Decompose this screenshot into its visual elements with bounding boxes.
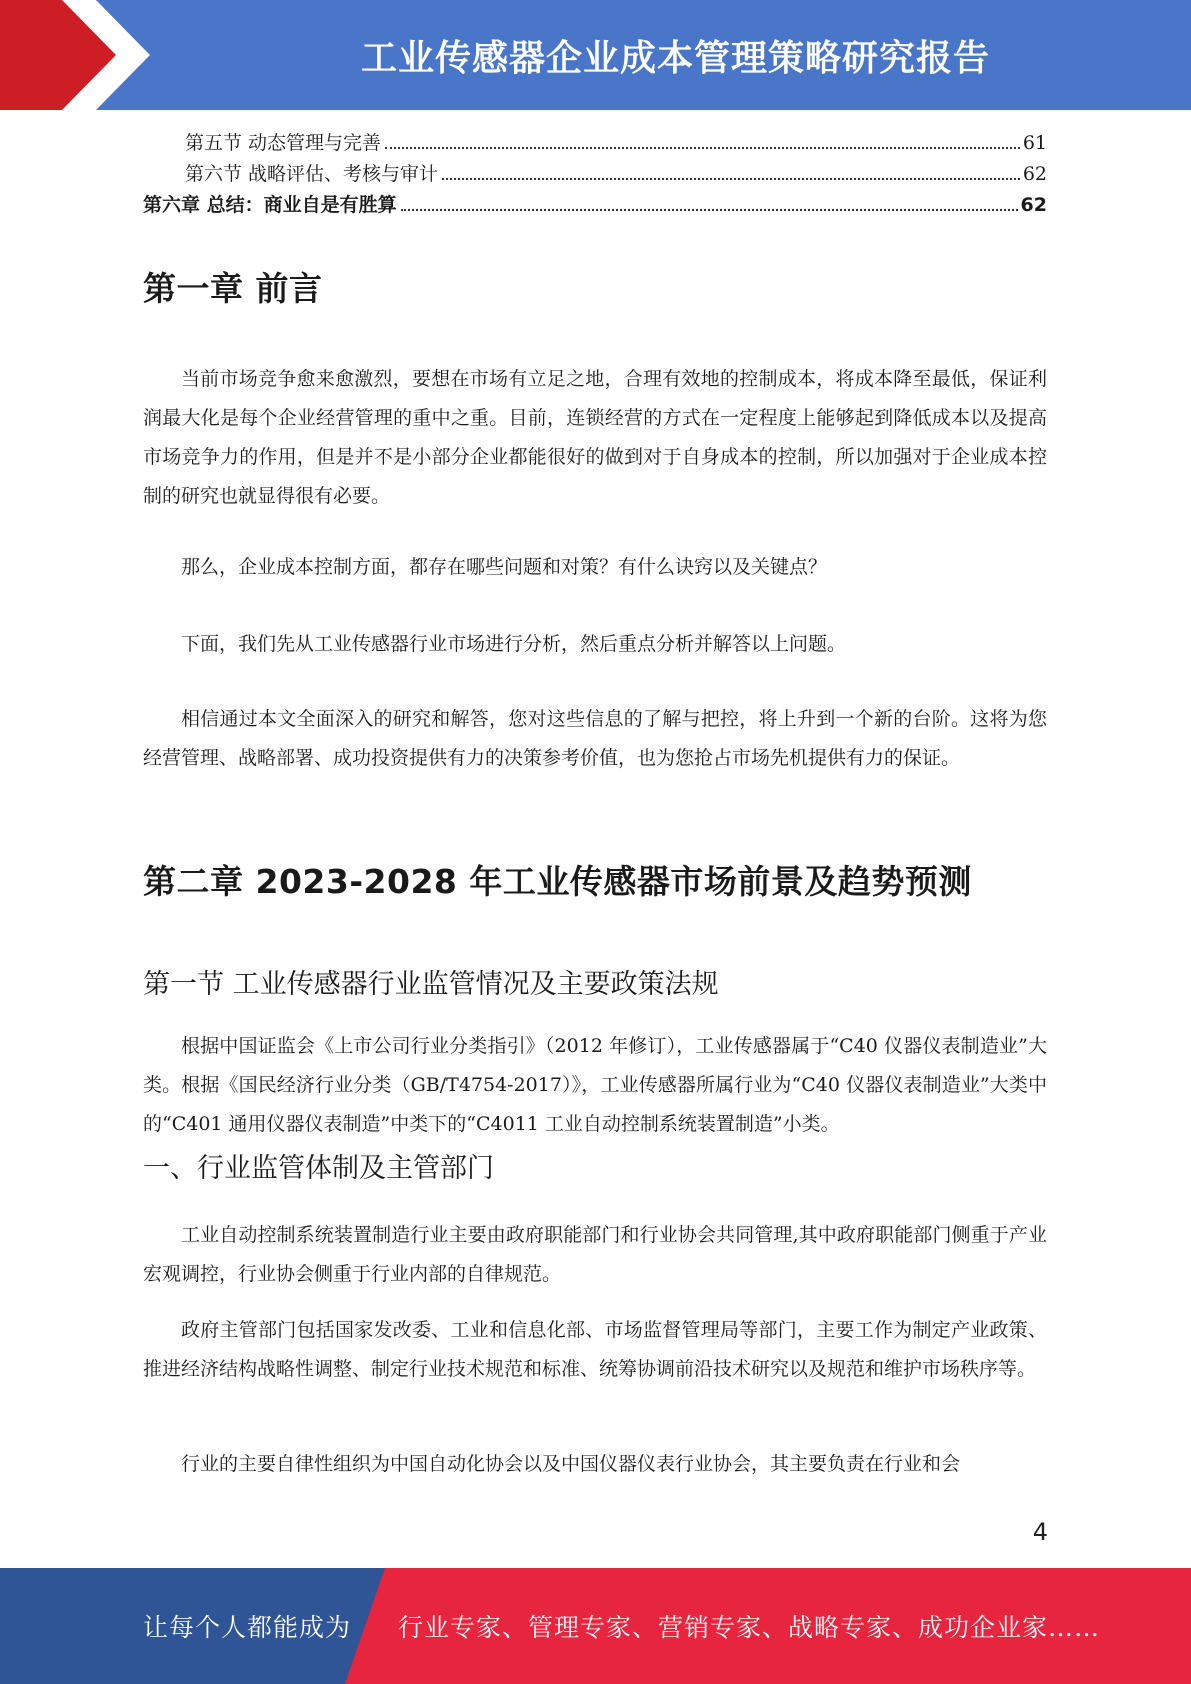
page-number: 4	[1032, 1518, 1048, 1546]
toc-entry[interactable]	[143, 128, 1047, 159]
toc-entry-chapter[interactable]	[143, 190, 1047, 221]
chapter-heading: 第一章 前言	[143, 269, 323, 308]
paragraph: 工业自动控制系统装置制造行业主要由政府职能部门和行业协会共同管理,其中政府职能部门侧重于产业宏观调控，行业协会侧重于行业内部的自律规范。	[143, 1224, 1047, 1285]
paragraph: 下面，我们先从工业传感器行业市场进行分析，然后重点分析并解答以上问题。	[181, 633, 847, 655]
paragraph: 相信通过本文全面深入的研究和解答，您对这些信息的了解与把控，将上升到一个新的台阶。这将为您经营管理、战略部署、成功投资提供有力的决策参考价值，也为您抢占市场先机提供有力的保证。	[143, 708, 1047, 769]
toc-entry[interactable]	[143, 159, 1047, 190]
toc-entry-page: 61	[1022, 132, 1047, 154]
report-title: 工业传感器企业成本管理策略研究报告	[360, 37, 990, 79]
toc-dot-leader	[385, 147, 1020, 149]
footer-slogan-right: 行业专家、管理专家、营销专家、战略专家、成功企业家……	[398, 1613, 1101, 1642]
paragraph: 根据中国证监会《上市公司行业分类指引》（2012 年修订），工业传感器属于“C40 仪器仪表制造业”大类。根据《国民经济行业分类（GB/T4754-2017）》，工业传感器所属行业为“C40 仪器仪表制造业”大类中的“C401 通用仪器仪表制造”中类下的“C4011 工业自动控制系统装置制造”小类。	[143, 1035, 1047, 1135]
footer-slogan-left: 让每个人都能成为	[143, 1613, 352, 1642]
toc-entry-label: 第六节 战略评估、考核与审计	[185, 163, 439, 185]
toc-entry-page: 62	[1022, 163, 1047, 185]
toc-entry-label: 第六章 总结：商业自是有胜算	[143, 194, 397, 216]
chapter-heading: 第二章 2023-2028 年工业传感器市场前景及趋势预测	[143, 862, 972, 901]
subsection-heading: 一、行业监管体制及主管部门	[143, 1153, 494, 1184]
paragraph: 政府主管部门包括国家发改委、工业和信息化部、市场监督管理局等部门，主要工作为制定产业政策、推进经济结构战略性调整、制定行业技术规范和标准、统筹协调前沿技术研究以及规范和维护市场秩序等。	[143, 1319, 1047, 1380]
page-header	[0, 0, 1191, 110]
toc-dot-leader	[401, 209, 1018, 211]
section-heading: 第一节 工业传感器行业监管情况及主要政策法规	[143, 969, 719, 1000]
paragraph: 行业的主要自律性组织为中国自动化协会以及中国仪器仪表行业协会，其主要负责在行业和会	[181, 1453, 961, 1475]
toc-entry-page: 62	[1020, 194, 1047, 216]
table-of-contents	[143, 128, 1047, 221]
toc-entry-label: 第五节 动态管理与完善	[185, 132, 382, 154]
paragraph: 当前市场竞争愈来愈激烈，要想在市场有立足之地，合理有效地的控制成本，将成本降至最低，保证利润最大化是每个企业经营管理的重中之重。目前，连锁经营的方式在一定程度上能够起到降低成本以及提高市场竞争力的作用，但是并不是小部分企业都能很好的做到对于自身成本的控制，所以加强对于企业成本控制的研究也就显得很有必要。	[143, 368, 1047, 507]
toc-dot-leader	[442, 178, 1020, 180]
paragraph: 那么，企业成本控制方面，都存在哪些问题和对策？有什么诀窍以及关键点？	[181, 556, 828, 578]
page-footer	[0, 1568, 1191, 1684]
